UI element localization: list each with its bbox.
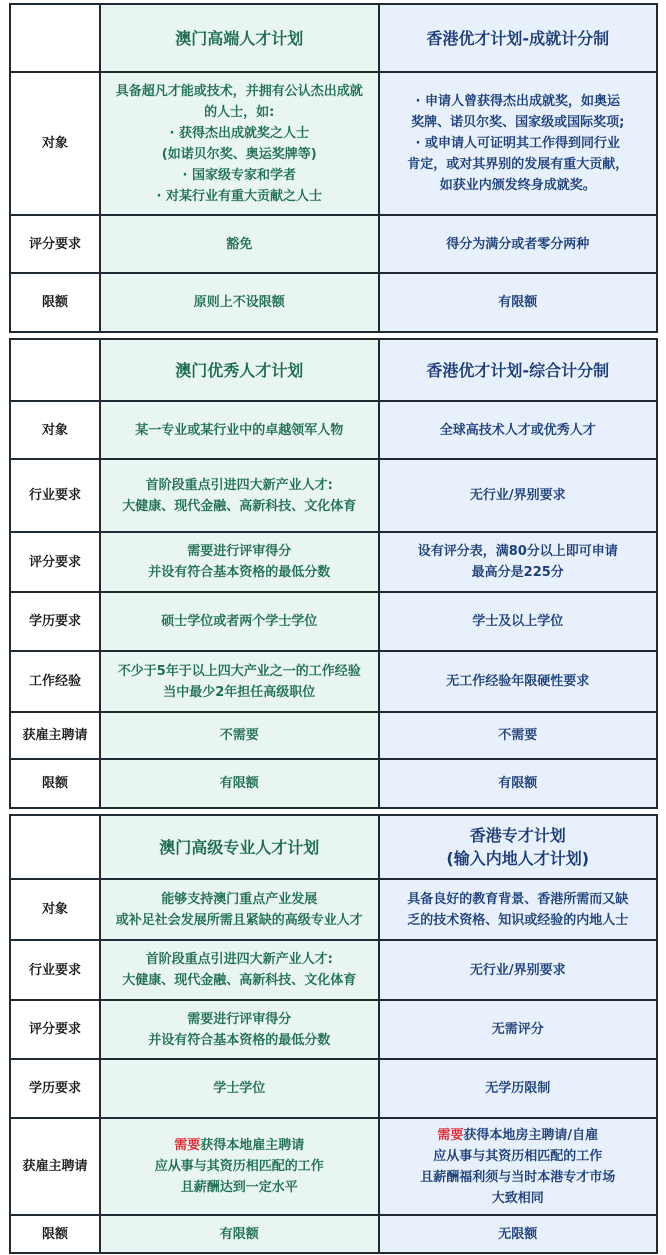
macau-cell (100, 940, 379, 1000)
row-label: 对象 (10, 879, 100, 940)
cell-line: 需要进行评审得分 (187, 544, 292, 559)
hk-title-line: 香港专才计划 (469, 826, 566, 845)
cell-line: 并设有符合基本资格的最低分数 (148, 565, 331, 580)
row-label: 行业要求 (10, 459, 100, 532)
hk-cell: 无行业/界别要求 (379, 940, 658, 1000)
cell-line: 肯定，或对其界别的发展有重大贡献， (407, 157, 629, 172)
hk-cell: 无行业/界别要求 (379, 459, 658, 532)
cell-line: 大致相同 (491, 1190, 544, 1206)
row-label: 评分要求 (10, 532, 100, 592)
table-header-row (10, 815, 657, 879)
macau-cell (100, 532, 379, 592)
table-row (10, 1059, 657, 1118)
hk-cell: 学士及以上学位 (379, 592, 658, 651)
table-header-row (10, 4, 657, 72)
row-label: 限额 (10, 1215, 100, 1253)
cell-line: · 或申请人可证明其工作得到同行业 (415, 136, 620, 151)
hk-cell (379, 1118, 658, 1215)
hk-cell: 有限额 (379, 759, 658, 808)
cell-line (386, 1125, 651, 1146)
macau-cell: 有限额 (100, 759, 379, 808)
table-row (10, 1000, 657, 1059)
row-label: 对象 (10, 401, 100, 459)
hk-cell: 有限额 (379, 273, 658, 332)
table-row (10, 879, 657, 940)
table-macau-senior-vs-hk-talent (9, 814, 658, 1254)
row-label: 限额 (10, 759, 100, 808)
header-corner-cell (10, 4, 100, 72)
cell-line: 应从事与其资历相匹配的工作 (154, 1159, 324, 1174)
cell-line: · 国家级专家和学者 (182, 167, 296, 183)
cell-line: 不少于5年于以上四大产业之一的工作经验 (117, 663, 361, 679)
row-label: 评分要求 (10, 215, 100, 273)
table-row (10, 273, 657, 332)
table-row (10, 712, 657, 759)
macau-cell: 不需要 (100, 712, 379, 759)
row-label: 限额 (10, 273, 100, 332)
table-row (10, 215, 657, 273)
cell-line: 奖牌、诺贝尔奖、国家级或国际奖项; (411, 115, 625, 130)
row-label: 对象 (10, 72, 100, 215)
table-row (10, 401, 657, 459)
table-row (10, 532, 657, 592)
hk-cell: 无学历限制 (379, 1059, 658, 1118)
macau-cell (100, 651, 379, 712)
cell-line: 乏的技术资格、知识或经验的内地人士 (407, 912, 629, 928)
hk-plan-title: 香港优才计划-综合计分制 (379, 339, 658, 401)
macau-cell (100, 1000, 379, 1059)
cell-line: 如获业内颁发终身成就奖。 (439, 178, 596, 193)
cell-line: 或补足社会发展所需且紧缺的高级专业人才 (115, 912, 363, 928)
cell-line: 应从事与其资历相匹配的工作 (433, 1148, 603, 1164)
hk-cell: 无工作经验年限硬性要求 (379, 651, 658, 712)
hk-plan-title (379, 815, 658, 879)
row-label: 工作经验 (10, 651, 100, 712)
macau-cell (100, 72, 379, 215)
macau-plan-title: 澳门高级专业人才计划 (100, 815, 379, 879)
hk-cell (379, 879, 658, 940)
row-label: 获雇主聘请 (10, 1118, 100, 1215)
table-row (10, 759, 657, 808)
cell-line: 当中最少2年担任高级职位 (163, 684, 316, 700)
row-label: 获雇主聘请 (10, 712, 100, 759)
hk-plan-title: 香港优才计划-成就计分制 (379, 4, 658, 72)
macau-plan-title: 澳门高端人才计划 (100, 4, 379, 72)
table-row (10, 1118, 657, 1215)
table-row (10, 651, 657, 712)
macau-cell (100, 1118, 379, 1215)
hk-title-line: (输入内地人才计划) (446, 849, 590, 868)
cell-line: · 对某行业有重大贡献之人士 (156, 188, 322, 204)
table-row (10, 592, 657, 651)
table-macau-high-end-vs-hk-achievement (9, 3, 658, 333)
cell-line: (如诺贝尔奖、奥运奖牌等) (161, 146, 317, 162)
hk-cell (379, 72, 658, 215)
table-macau-outstanding-vs-hk-general (9, 338, 658, 809)
header-corner-cell (10, 339, 100, 401)
cell-line-rest: 获得本地房主聘请/自雇 (463, 1127, 599, 1143)
table-row (10, 459, 657, 532)
macau-cell: 豁免 (100, 215, 379, 273)
table-row (10, 1215, 657, 1253)
hk-cell (379, 532, 658, 592)
cell-line: 设有评分表，满80分以上即可申请 (417, 544, 618, 559)
cell-line: 且薪酬达到一定水平 (180, 1180, 298, 1195)
row-label: 评分要求 (10, 1000, 100, 1059)
cell-line: 首阶段重点引进四大新产业人才: (145, 477, 333, 493)
required-highlight: 需要 (437, 1127, 464, 1143)
macau-cell: 某一专业或某行业中的卓越领军人物 (100, 401, 379, 459)
macau-cell: 学士学位 (100, 1059, 379, 1118)
cell-line (107, 1135, 372, 1156)
hk-cell: 无需评分 (379, 1000, 658, 1059)
table-row (10, 72, 657, 215)
macau-cell: 原则上不设限额 (100, 273, 379, 332)
row-label: 行业要求 (10, 940, 100, 1000)
hk-cell: 不需要 (379, 712, 658, 759)
cell-line: 需要进行评审得分 (187, 1011, 292, 1027)
cell-line: 大健康、现代金融、高新科技、文化体育 (122, 498, 357, 514)
cell-line: · 获得杰出成就奖之人士 (169, 125, 309, 141)
macau-cell: 硕士学位或者两个学士学位 (100, 592, 379, 651)
hk-cell: 全球高技术人才或优秀人才 (379, 401, 658, 459)
cell-line: 具备超凡才能或技术，并拥有公认杰出成就 (115, 83, 363, 99)
required-highlight: 需要 (174, 1138, 201, 1153)
header-corner-cell (10, 815, 100, 879)
macau-plan-title: 澳门优秀人才计划 (100, 339, 379, 401)
macau-cell (100, 879, 379, 940)
macau-cell: 有限额 (100, 1215, 379, 1253)
macau-cell (100, 459, 379, 532)
cell-line: 并设有符合基本资格的最低分数 (148, 1032, 331, 1048)
cell-line: 能够支持澳门重点产业发展 (161, 891, 318, 907)
cell-line: 具备良好的教育背景、香港所需而又缺 (407, 891, 629, 907)
cell-line: 最高分是225分 (471, 565, 564, 580)
cell-line: 首阶段重点引进四大新产业人才: (145, 952, 333, 967)
cell-line-rest: 获得本地雇主聘请 (200, 1138, 305, 1153)
table-row (10, 940, 657, 1000)
cell-line: · 申请人曾获得杰出成就奖，如奥运 (415, 94, 620, 109)
row-label: 学历要求 (10, 592, 100, 651)
cell-line: 大健康、现代金融、高新科技、文化体育 (122, 973, 357, 988)
cell-line: 的人士，如: (204, 104, 275, 120)
hk-cell: 得分为满分或者零分两种 (379, 215, 658, 273)
hk-cell: 无限额 (379, 1215, 658, 1253)
row-label: 学历要求 (10, 1059, 100, 1118)
table-header-row (10, 339, 657, 401)
cell-line: 且薪酬福利须与当时本港专才市场 (420, 1169, 616, 1185)
